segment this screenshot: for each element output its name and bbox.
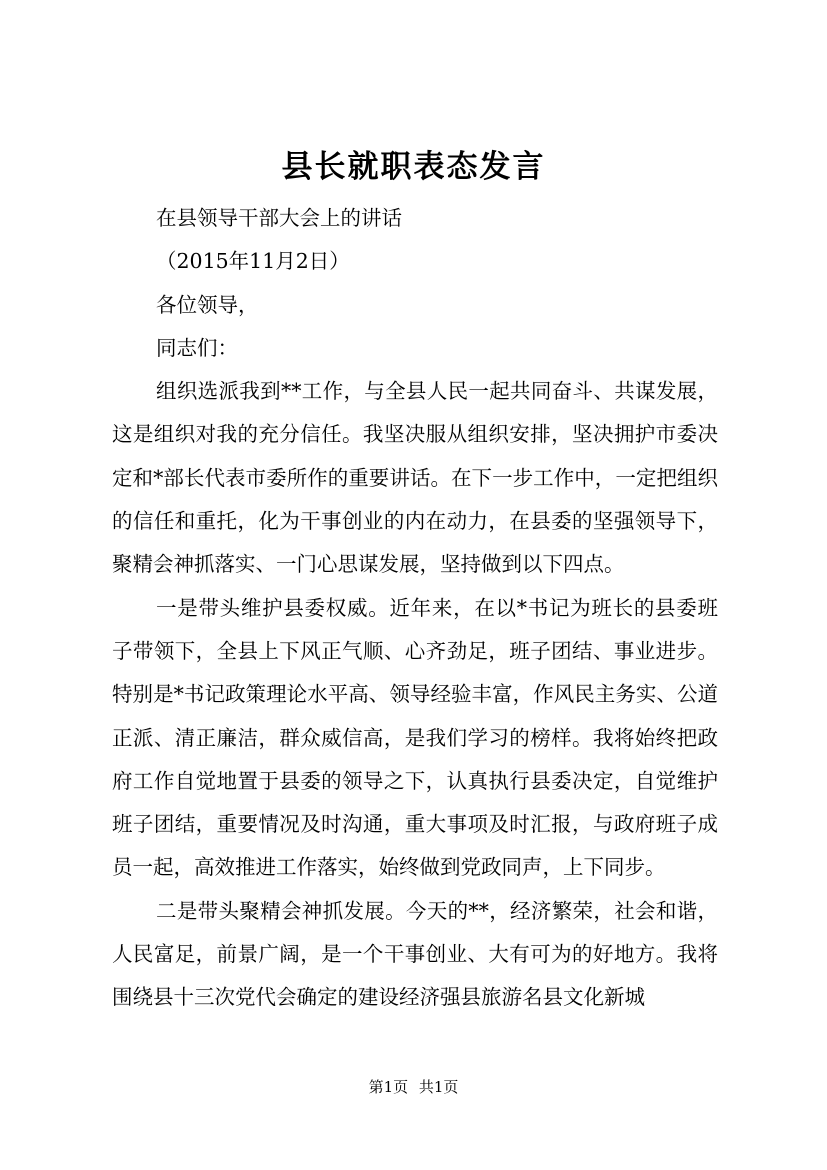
paragraph: 二是带头聚精会神抓发展。今天的**，经济繁荣，社会和谐，人民富足，前景广阔，是一个干事创业、大有可为的好地方。我将围绕县十三次党代会确定的建设经济强县旅游名县文化新城 [112,898,718,1010]
paragraph: 一是带头维护县委权威。近年来，在以*书记为班长的县委班子带领下，全县上下风正气顺、心齐劲足，班子团结、事业进步。特别是*书记政策理论水平高、领导经验丰富，作风民主务实、公道正派、清正廉洁，群众威信高，是我们学习的榜样。我将始终把政府工作自觉地置于县委的领导之下，认真执行县委决定，自觉维护班子团结，重要情况及时沟通，重大事项及时汇报，与政府班子成员一起，高效推进工作落实，始终做到党政同声，上下同步。 [112,595,718,880]
document-title: 县长就职表态发言 [281,149,546,185]
document-body [112,197,718,1020]
document-subtitle: 在县领导干部大会上的讲话 [156,206,402,230]
page-footer [0,1077,827,1097]
page-total: 共1页 [418,1078,459,1096]
paragraph: 组织选派我到**工作，与全县人民一起共同奋斗、共谋发展，这是组织对我的充分信任。我坚决服从组织安排，坚决拥护市委决定和*部长代表市委所作的重要讲话。在下一步工作中，一定把组织的信任和重托，化为干事创业的内在动力，在县委的坚强领导下，聚精会神抓落实、一门心思谋发展，坚持做到以下四点。 [112,379,718,577]
salutation-comrades: 同志们： [156,335,238,360]
page-number: 第1页 [368,1078,409,1096]
salutation-leaders: 各位领导， [156,292,259,317]
document-date: （2015年11月2日） [156,249,350,274]
